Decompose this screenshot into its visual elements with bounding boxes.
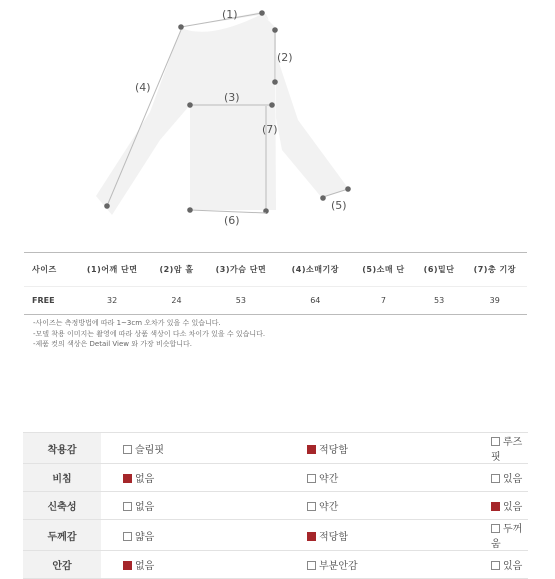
dim-label-2: (2) [277,51,293,64]
fit-option [469,520,528,551]
dim-label-1: (1) [222,8,238,21]
size-header-cell: 사이즈 [32,265,57,274]
dim-label-4: (4) [135,81,151,94]
fit-option-label: 없음 [135,502,155,513]
fit-category: 두께감 [23,520,101,551]
fit-option-label: 부분안감 [319,561,358,572]
fit-row [23,433,528,464]
fit-category: 신축성 [23,492,101,520]
size-cell: FREE [32,296,55,305]
unchecked-checkbox [307,561,316,570]
unchecked-checkbox [491,474,500,483]
fit-option-label: 적당함 [319,531,348,543]
fit-category: 비침 [23,464,101,492]
fit-option-label: 적당함 [319,444,348,456]
fit-row [23,492,528,520]
garment-diagram [0,0,555,240]
fit-option-label: 있음 [503,502,523,513]
size-cell: 53 [433,296,445,305]
checked-checkbox [491,502,500,511]
fit-option [285,520,469,551]
fit-option-label: 얇음 [135,531,155,543]
size-cell: 7 [380,296,386,305]
checked-checkbox [123,474,132,483]
fit-option [469,492,528,520]
unchecked-checkbox [123,532,132,541]
fit-option-label: 있음 [503,561,523,572]
dim-label-7: (7) [262,123,278,136]
fit-option-label: 슬림핏 [135,444,164,456]
size-table-row [24,287,527,315]
fit-row [23,520,528,551]
unchecked-checkbox [307,502,316,511]
unchecked-checkbox [307,474,316,483]
size-header-cell: (1)어깨 단면 [86,265,138,274]
dim-label-3: (3) [224,91,240,104]
size-cell: 53 [235,296,246,305]
fit-option-label: 루즈핏 [491,437,523,463]
fit-option [469,433,528,464]
fit-option-label: 있음 [503,474,523,485]
note-line: -사이즈는 측정방법에 따라 1~3cm 오차가 있을 수 있습니다. [33,319,221,327]
size-cell: 64 [310,296,321,305]
size-header-cell: (5)소매 단 [362,265,405,274]
fit-option [469,464,528,492]
fit-row [23,464,528,492]
fit-option [285,433,469,464]
unchecked-checkbox [123,445,132,454]
fit-option [285,492,469,520]
fit-option-label: 두꺼움 [491,524,523,550]
size-cell: 39 [489,296,500,305]
size-header-cell: (2)암 홀 [159,265,194,274]
fit-option-label: 없음 [135,561,155,572]
fit-table [23,432,528,579]
fit-category: 착용감 [23,433,101,464]
unchecked-checkbox [491,561,500,570]
unchecked-checkbox [491,437,500,446]
fit-option [101,520,285,551]
size-header-cell: (3)가슴 단면 [215,265,267,274]
checked-checkbox [307,445,316,454]
size-cell: 24 [171,296,182,305]
size-header-cell: (6)밑단 [423,265,455,274]
fit-option [285,464,469,492]
note-line: -제품 컷의 색상은 Detail View 와 가장 비슷합니다. [33,340,192,348]
checked-checkbox [123,561,132,570]
garment-body [96,14,276,215]
fit-option-label: 약간 [319,502,339,513]
size-table-header [24,253,527,287]
fit-option-label: 없음 [135,474,155,485]
fit-option [101,433,285,464]
fit-option [101,464,285,492]
unchecked-checkbox [491,524,500,533]
size-cell: 32 [107,296,118,305]
size-notes [33,318,265,350]
size-header-cell: (4)소매기장 [291,265,339,274]
note-line: -모델 착용 이미지는 촬영에 따라 상품 색상이 다소 차이가 있을 수 있습니다. [33,329,266,338]
size-table [24,252,527,315]
fit-option [101,492,285,520]
size-header-cell: (7)총 기장 [473,265,516,274]
fit-option-label: 약간 [319,474,339,485]
dim-label-6: (6) [224,214,240,227]
unchecked-checkbox [123,502,132,511]
dim-label-5: (5) [331,199,347,212]
fit-category: 안감 [23,551,101,579]
checked-checkbox [307,532,316,541]
